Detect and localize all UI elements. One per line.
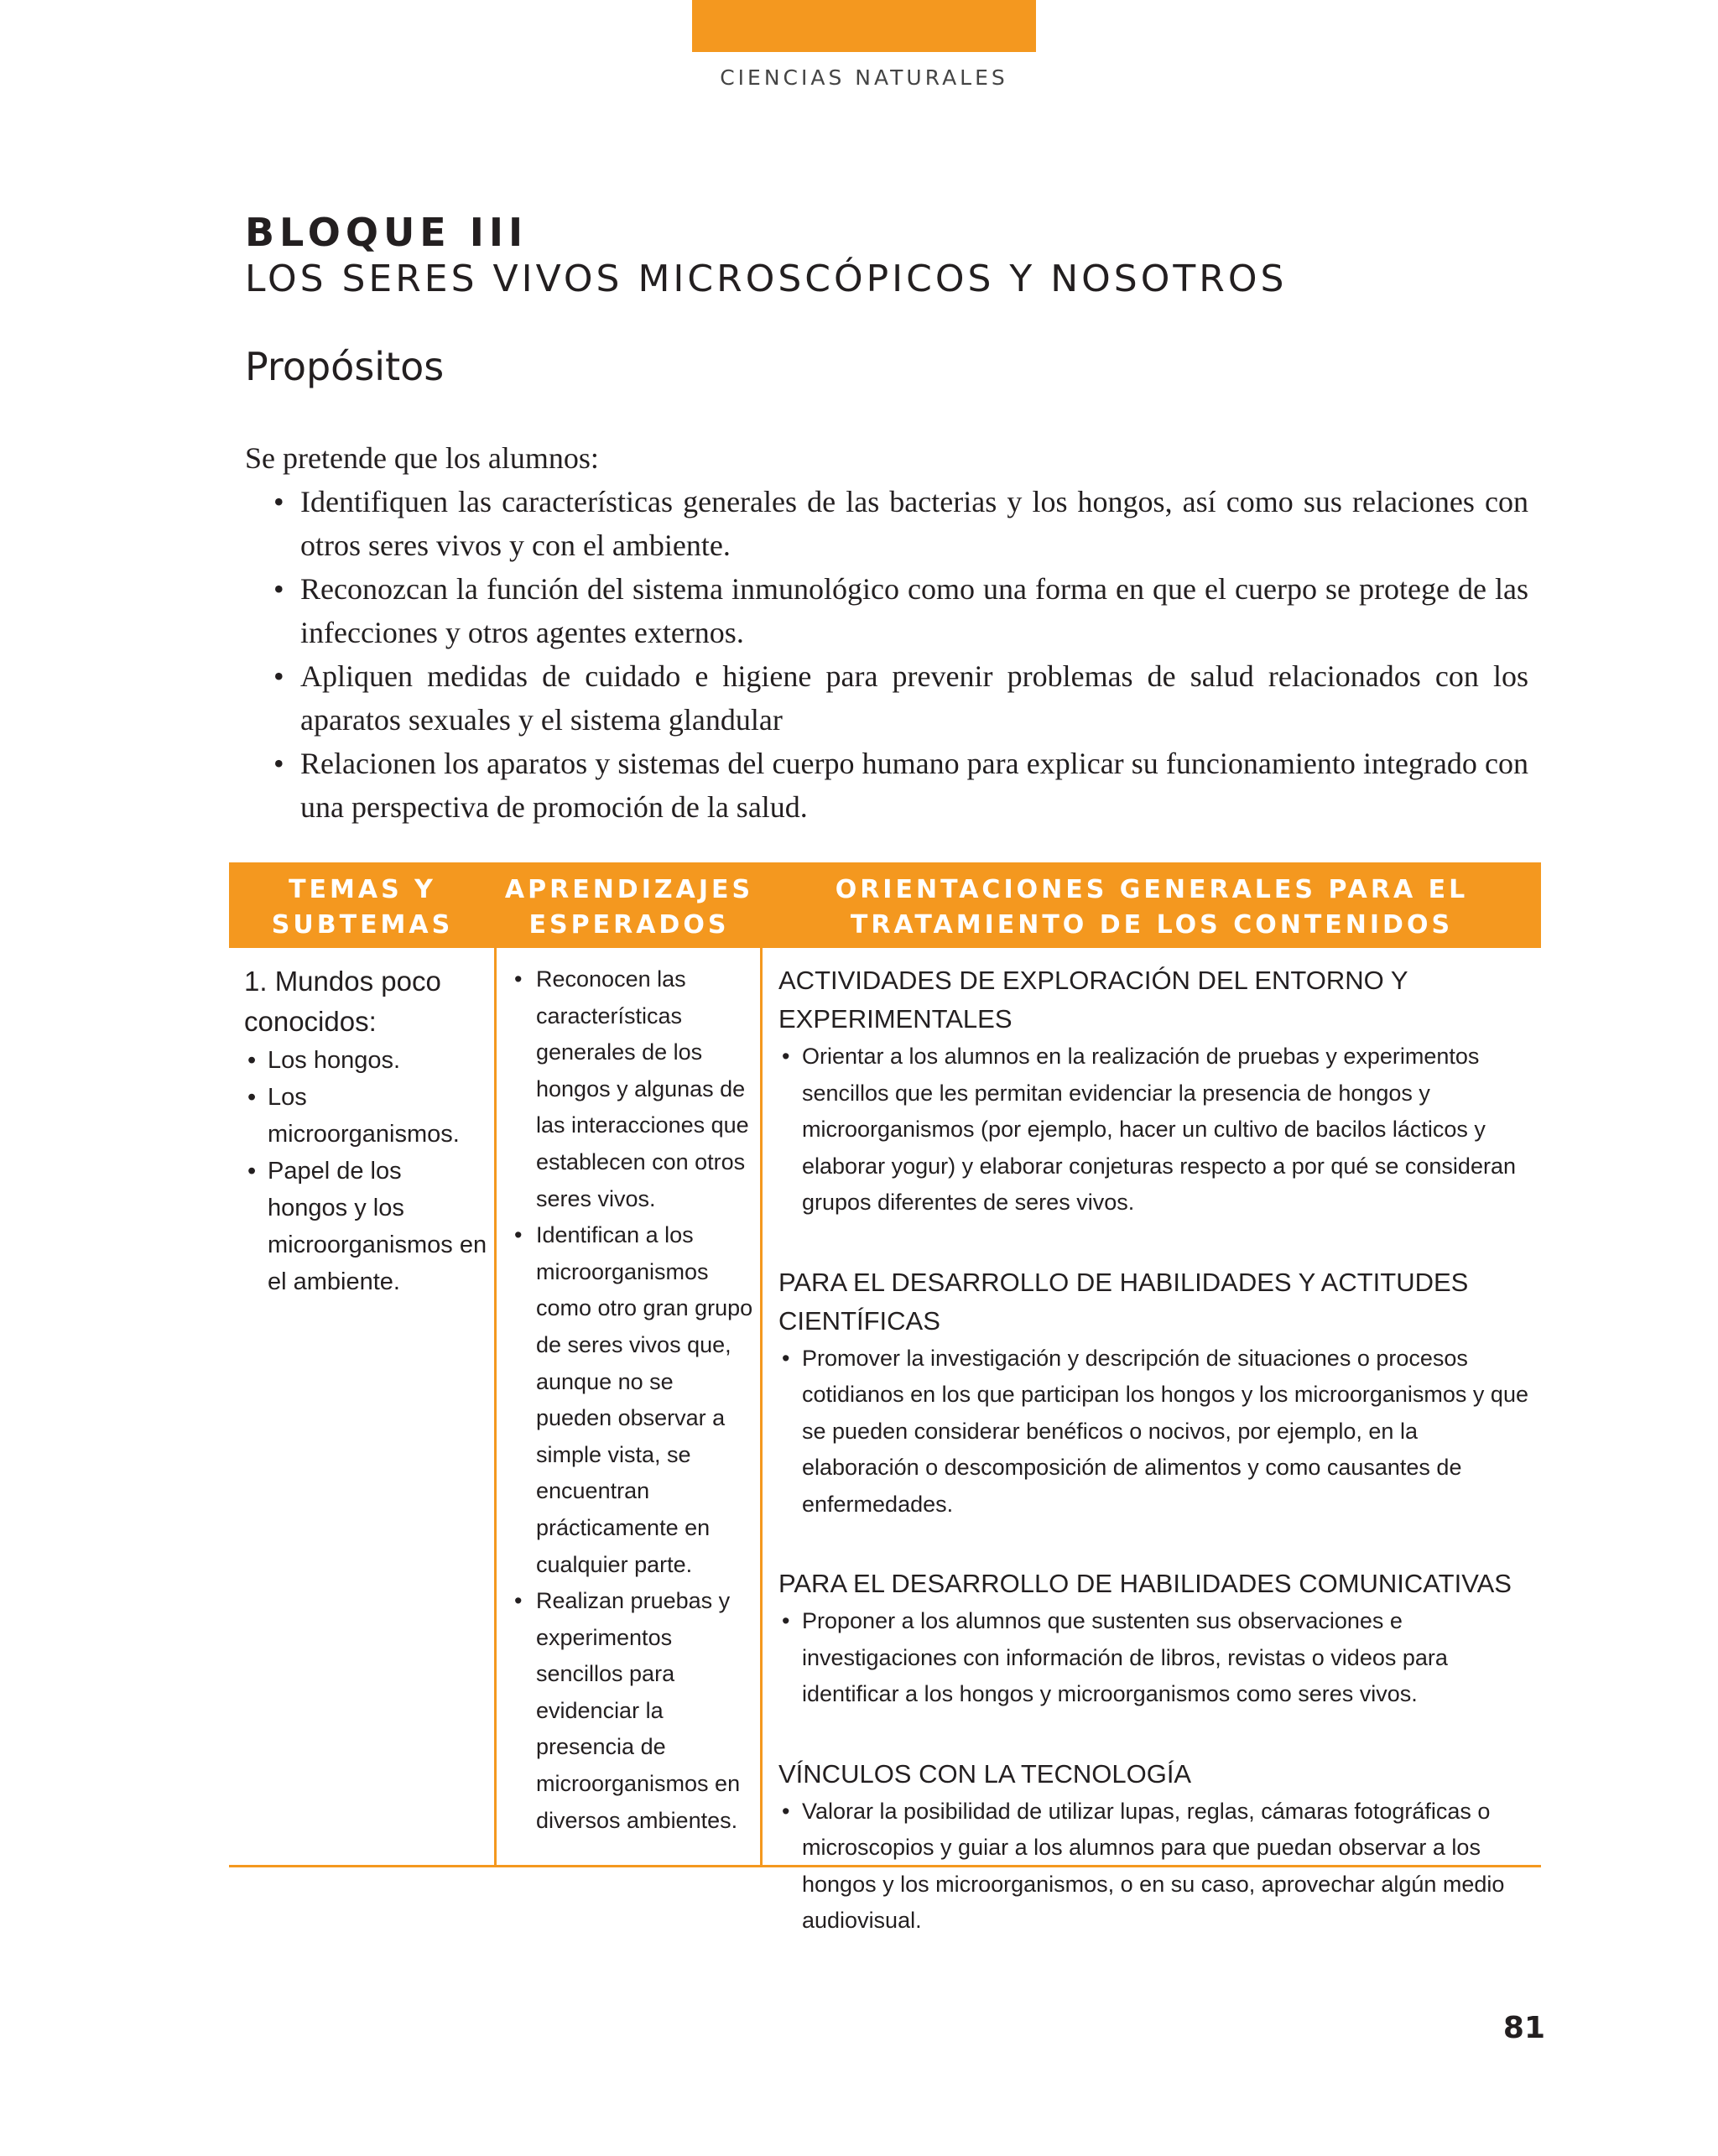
orientations-cell: [778, 961, 1533, 1940]
learnings-list: [511, 961, 754, 1839]
purpose-item: • Relacionen los aparatos y sistemas del cuerpo humano para explicar su funcionamiento integrado con una perspectiva de promoción de la salud.: [245, 742, 1528, 829]
orientation-list: [778, 1794, 1533, 1940]
orientation-item: • Proponer a los alumnos que sustenten sus observaciones e investigaciones con información de libros, revistas o videos para identificar a los hongos y microorganismos como seres vivos.: [778, 1603, 1533, 1713]
learnings-cell: [511, 961, 754, 1839]
topics-cell: [244, 961, 487, 1300]
orientation-item: • Valorar la posibilidad de utilizar lupas, reglas, cámaras fotográficas o microscopios y guiar a los alumnos para que puedan observar a los hongos y los microorganismos, o en su caso, aprovechar algún medio audiovisual.: [778, 1794, 1533, 1940]
purpose-item: • Identifiquen las características generales de las bacterias y los hongos, así como sus relaciones con otros seres vivos y con el ambiente.: [245, 480, 1528, 567]
purposes-section: [245, 436, 1528, 829]
header-learnings: APRENDIZAJES ESPERADOS: [504, 875, 754, 940]
orientation-title: VÍNCULOS CON LA TECNOLOGÍA: [778, 1758, 1192, 1789]
purposes-title: Propósitos: [245, 344, 445, 389]
header-orientations: ORIENTACIONES GENERALES PARA EL TRATAMIENTO DE LOS CONTENIDOS: [835, 875, 1469, 940]
purposes-list: [245, 480, 1528, 829]
orientation-title: PARA EL DESARROLLO DE HABILIDADES COMUNICATIVAS: [778, 1569, 1512, 1598]
block-subtitle: LOS SERES VIVOS MICROSCÓPICOS Y NOSOTROS: [245, 258, 1288, 300]
topic-title: 1. Mundos poco conocidos:: [244, 966, 441, 1037]
page-number: 81: [1502, 2011, 1545, 2045]
subtopic-item: • Los hongos.: [244, 1042, 487, 1079]
column-divider: [760, 948, 763, 1867]
subtopics-list: [244, 1042, 487, 1300]
header-accent-tab: [692, 0, 1036, 52]
orientation-section: [778, 1263, 1533, 1523]
subtopic-item: • Papel de los hongos y los microorganismos en el ambiente.: [244, 1153, 487, 1300]
orientation-title: PARA EL DESARROLLO DE HABILIDADES Y ACTITUDES CIENTÍFICAS: [778, 1267, 1469, 1336]
block-title: BLOQUE III: [245, 210, 528, 255]
orientation-list: [778, 1039, 1533, 1221]
orientation-list: [778, 1341, 1533, 1523]
purpose-item: • Reconozcan la función del sistema inmunológico como una forma en que el cuerpo se protege de las infecciones y otros agentes externos.: [245, 567, 1528, 654]
learning-item: • Identifican a los microorganismos como otro gran grupo de seres vivos que, aunque no se pueden observar a simple vista, se encuentran prácticamente en cualquier parte.: [511, 1217, 754, 1583]
orientation-section: [778, 1755, 1533, 1940]
table-header: [229, 862, 1541, 948]
orientation-section: [778, 961, 1533, 1221]
learning-item: • Realizan pruebas y experimentos sencillos para evidenciar la presencia de microorganismos en diversos ambientes.: [511, 1583, 754, 1839]
purposes-intro: Se pretende que los alumnos:: [245, 441, 599, 475]
purpose-item: • Apliquen medidas de cuidado e higiene para prevenir problemas de salud relacionados con los aparatos sexuales y el sistema glandular: [245, 654, 1528, 742]
column-divider: [494, 948, 497, 1867]
learning-item: • Reconocen las características generales de los hongos y algunas de las interacciones que establecen con otros seres vivos.: [511, 961, 754, 1217]
orientation-list: [778, 1603, 1533, 1713]
orientation-title: ACTIVIDADES DE EXPLORACIÓN DEL ENTORNO Y EXPERIMENTALES: [778, 966, 1408, 1034]
subject-header: CIENCIAS NATURALES: [720, 65, 1008, 90]
header-topics: TEMAS Y SUBTEMAS: [271, 875, 454, 940]
orientation-item: • Promover la investigación y descripción de situaciones o procesos cotidianos en los que participan los hongos y los microorganismos y que se pueden considerar benéficos o nocivos, por ejemplo, en la elaboración o descomposición de alimentos y como causantes de enfermedades.: [778, 1341, 1533, 1523]
content-table: [229, 862, 1541, 1933]
subtopic-item: • Los microorganismos.: [244, 1079, 487, 1153]
orientation-item: • Orientar a los alumnos en la realización de pruebas y experimentos sencillos que les permitan evidenciar la presencia de hongos y microorganismos (por ejemplo, hacer un cultivo de bacilos lácticos y elaborar yogur) y elaborar conjeturas respecto a por qué se consideran grupos diferentes de seres vivos.: [778, 1039, 1533, 1221]
orientation-section: [778, 1565, 1533, 1713]
